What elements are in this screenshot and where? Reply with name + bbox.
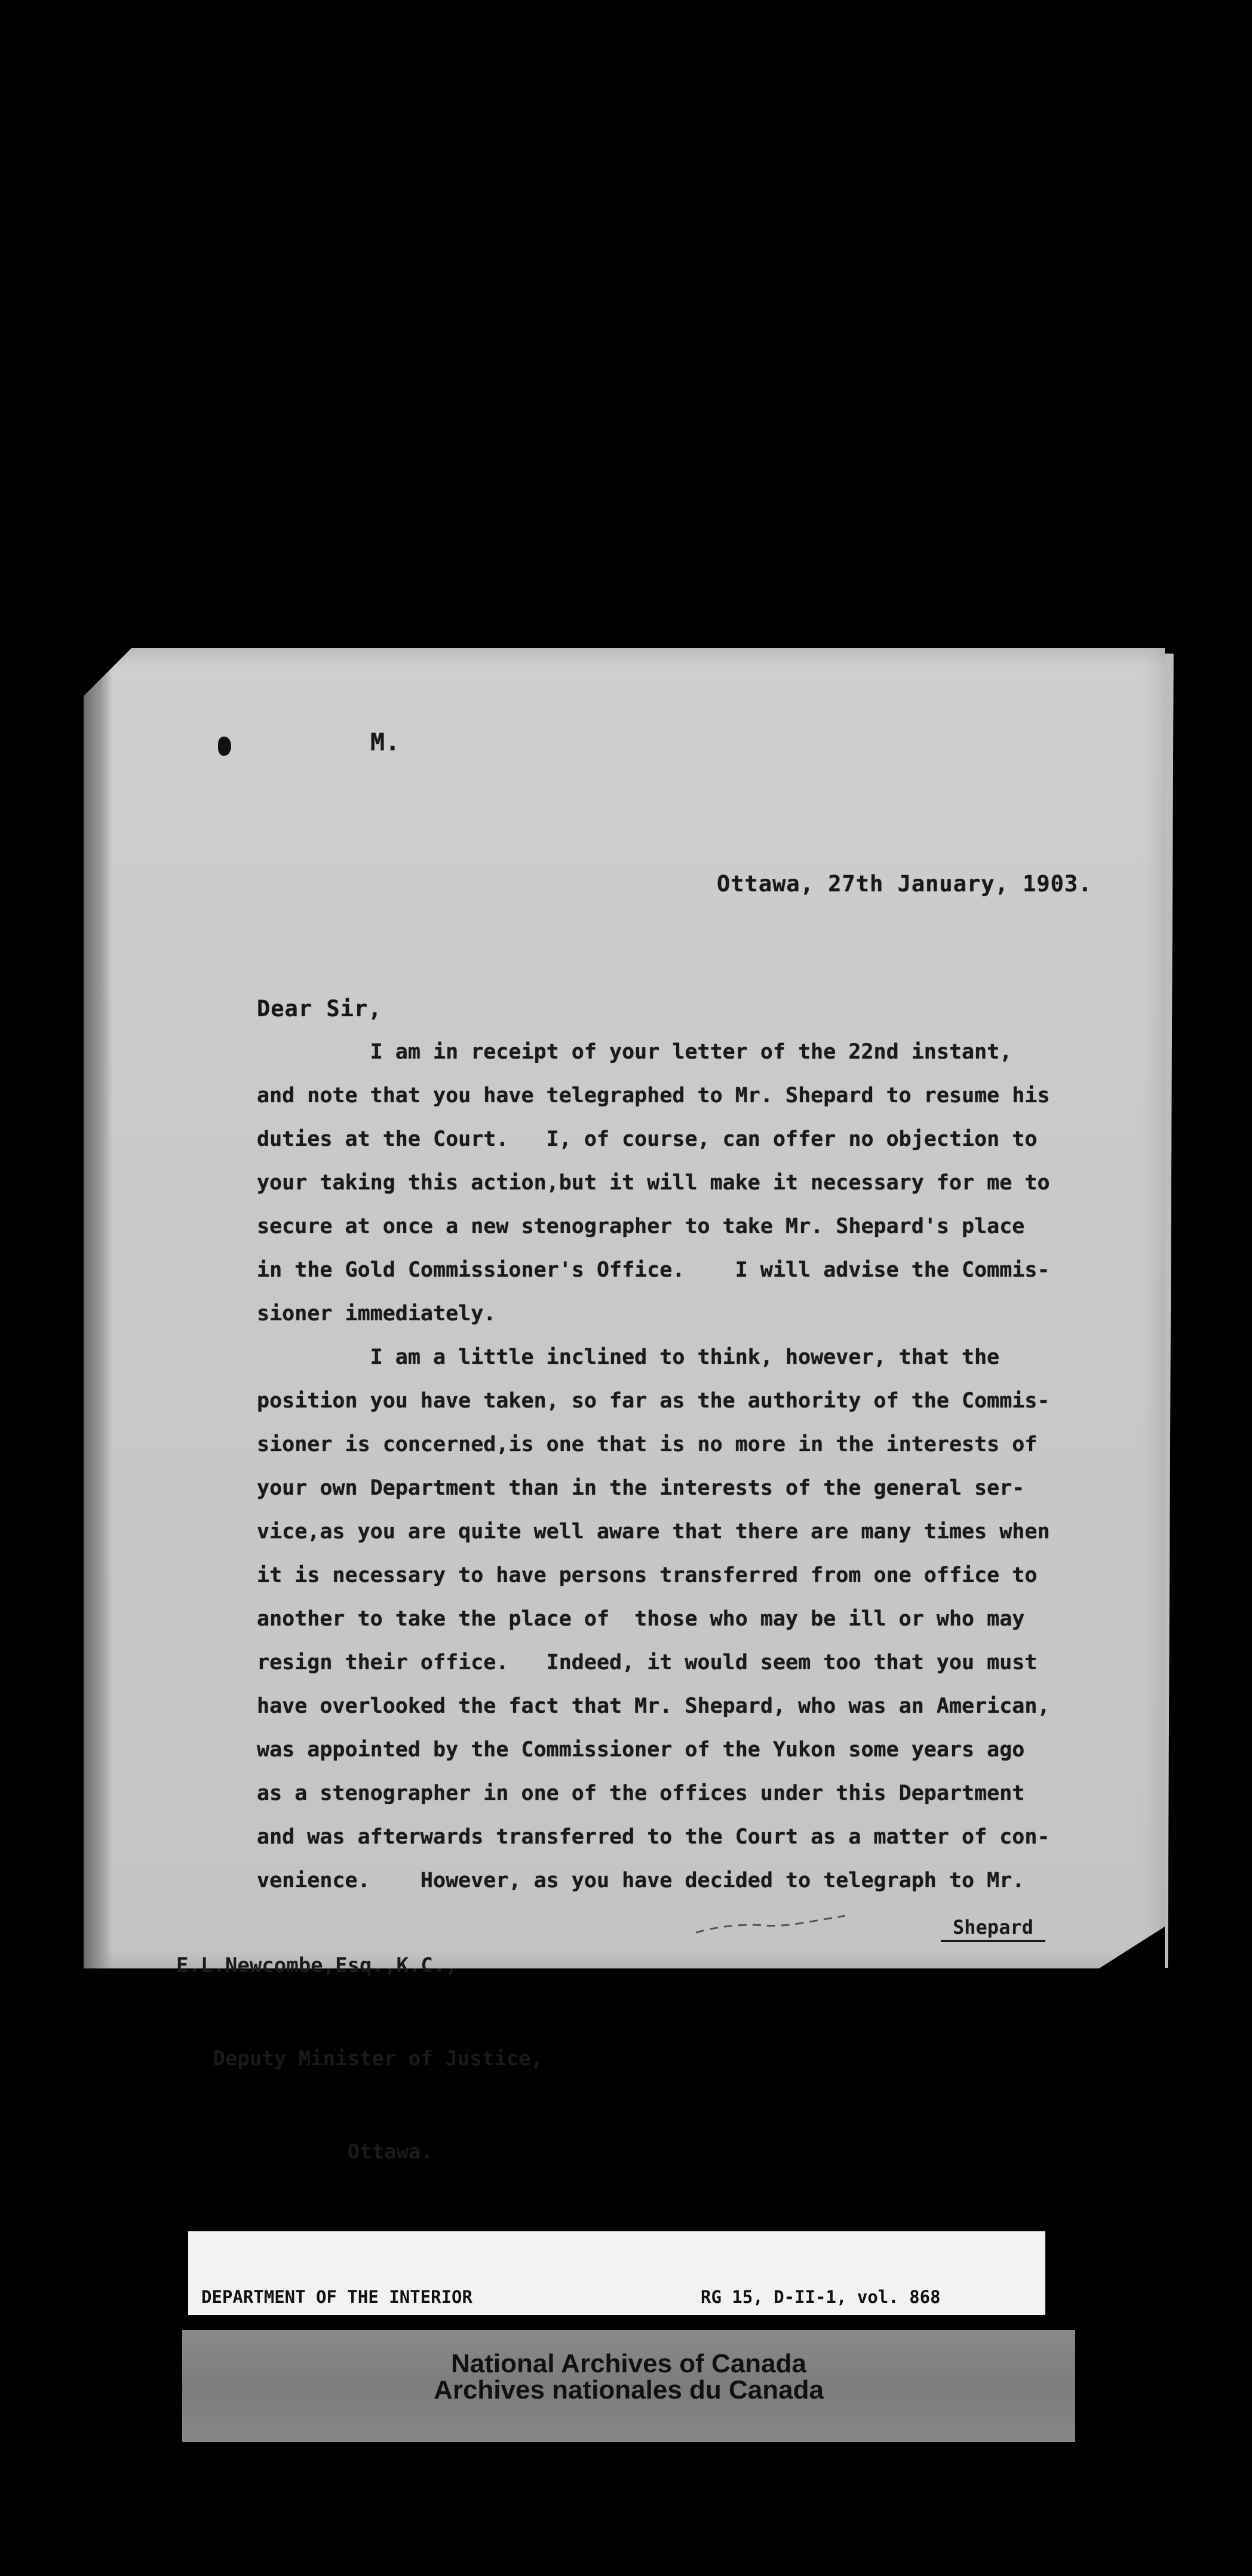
body-line: venience. However, as you have decided to telegraph to Mr. xyxy=(257,1869,1025,1893)
body-line: it is necessary to have persons transferred from one office to xyxy=(257,1563,1038,1587)
body-line: as a stenographer in one of the offices under this Department xyxy=(257,1781,1025,1805)
body-line: was appointed by the Commissioner of the Yukon some years ago xyxy=(257,1738,1025,1762)
record-group: RG 15, D-II-1, vol. 868 xyxy=(701,2287,941,2307)
pen-scribble xyxy=(693,1909,848,1945)
body-line: vice,as you are quite well aware that there are many times when xyxy=(257,1520,1050,1544)
body-line: in the Gold Commissioner's Office. I will advise the Commis- xyxy=(257,1258,1050,1282)
archives-name xyxy=(182,2351,1075,2403)
page-edge-shadow xyxy=(84,648,112,1968)
archives-banner xyxy=(182,2330,1075,2442)
letter-body xyxy=(257,1031,1189,1903)
addressee-block xyxy=(176,1888,543,2230)
addressee-name: E.L.Newcombe,Esq.,K.C., xyxy=(176,1954,458,1977)
body-line: your taking this action,but it will make it necessary for me to xyxy=(257,1171,1050,1195)
corner-fold xyxy=(84,648,131,696)
body-line: and note that you have telegraphed to Mr. Shepard to resume his xyxy=(257,1084,1050,1108)
body-line: secure at once a new stenographer to take Mr. Shepard's place xyxy=(257,1215,1025,1238)
department-en: DEPARTMENT OF THE INTERIOR xyxy=(201,2287,472,2307)
addressee-title: Deputy Minister of Justice, xyxy=(176,2047,544,2071)
body-line: have overlooked the fact that Mr. Shepard, who was an American, xyxy=(257,1694,1050,1718)
file-mark: M. xyxy=(370,729,401,756)
body-line: position you have taken, so far as the authority of the Commis- xyxy=(257,1389,1050,1413)
archives-name-fr: Archives nationales du Canada xyxy=(434,2375,824,2405)
body-line: and was afterwards transferred to the Court as a matter of con- xyxy=(257,1825,1050,1849)
punch-hole-mark xyxy=(218,737,231,756)
body-line: I am in receipt of your letter of the 22nd instant, xyxy=(257,1040,1012,1064)
dateline: Ottawa, 27th January, 1903. xyxy=(717,871,1093,897)
addressee-city: Ottawa. xyxy=(176,2140,433,2164)
body-line: resign their office. Indeed, it would seem too that you must xyxy=(257,1651,1038,1675)
body-line: duties at the Court. I, of course, can offer no objection to xyxy=(257,1127,1038,1151)
body-line: another to take the place of those who may be ill or who may xyxy=(257,1607,1025,1631)
body-line: sioner immediately. xyxy=(257,1302,496,1326)
letter-page xyxy=(84,648,1165,2164)
archives-name-en: National Archives of Canada xyxy=(451,2349,806,2378)
archive-reference-label xyxy=(188,2231,1045,2315)
bottom-right-fold xyxy=(1099,1927,1165,1968)
body-line: I am a little inclined to think, however, that the xyxy=(257,1345,1000,1369)
salutation: Dear Sir, xyxy=(257,996,382,1022)
cc-name: Shepard xyxy=(941,1916,1045,1942)
body-line: sioner is concerned,is one that is no more in the interests of xyxy=(257,1433,1038,1456)
body-line: your own Department than in the interests of the general ser- xyxy=(257,1476,1025,1500)
